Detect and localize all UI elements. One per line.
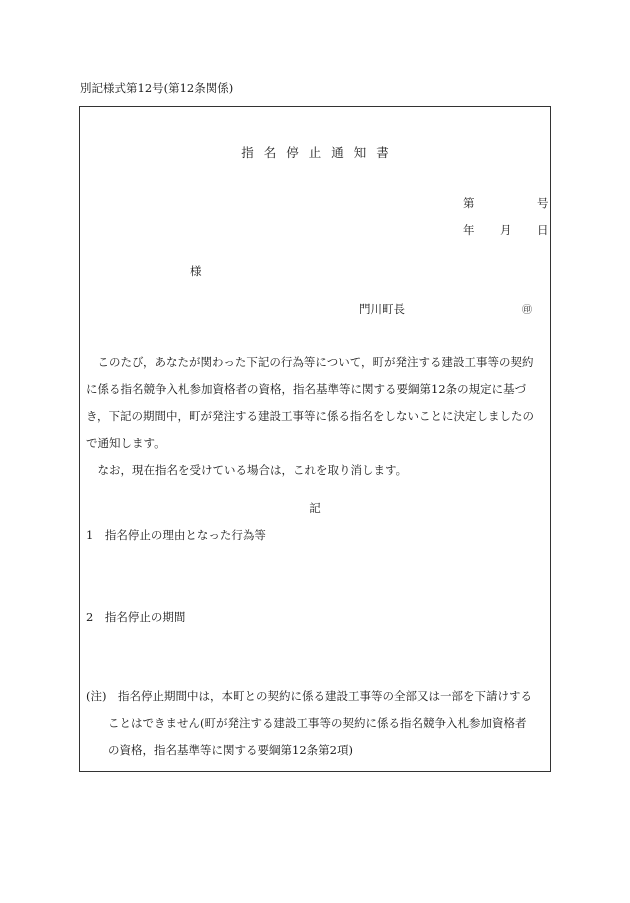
addressee-honorific: 様 — [190, 264, 202, 278]
seal-mark: ㊞ — [522, 305, 532, 316]
date-year-label: 年 — [463, 223, 475, 237]
ki-heading: 記 — [309, 501, 321, 515]
note-line: ことはできません(町が発注する建設工事等の契約に係る指名競争入札参加資格者 — [108, 716, 527, 730]
number-suffix: 号 — [537, 196, 549, 210]
item-period: 2 指名停止の期間 — [86, 610, 186, 624]
note-line: (注) 指名停止期間中は，本町との契約に係る建設工事等の全部又は一部を下請けする — [86, 689, 532, 703]
body-paragraph-line: に係る指名競争入札参加資格者の資格，指名基準等に関する要綱第12条の規定に基づ — [86, 382, 527, 396]
item-reason: 1 指名停止の理由となった行為等 — [86, 528, 266, 542]
issuer-name: 門川町長 — [359, 302, 405, 316]
date-day-label: 日 — [537, 223, 549, 237]
body-paragraph-line: なお，現在指名を受けている場合は，これを取り消します。 — [86, 463, 408, 477]
form-number-label: 別記様式第12号(第12条関係) — [80, 81, 234, 95]
body-paragraph-line: このたび，あなたが関わった下記の行為等について，町が発注する建設工事等の契約 — [86, 355, 534, 369]
body-paragraph-line: き，下記の期間中，町が発注する建設工事等に係る指名をしないことに決定しましたの — [86, 409, 535, 423]
number-prefix: 第 — [463, 196, 475, 210]
body-paragraph-line: で通知します。 — [86, 436, 166, 450]
document-title: 指名停止通知書 — [241, 145, 399, 160]
date-month-label: 月 — [500, 223, 512, 237]
note-line: の資格，指名基準等に関する要綱第12条第2項) — [108, 743, 353, 757]
